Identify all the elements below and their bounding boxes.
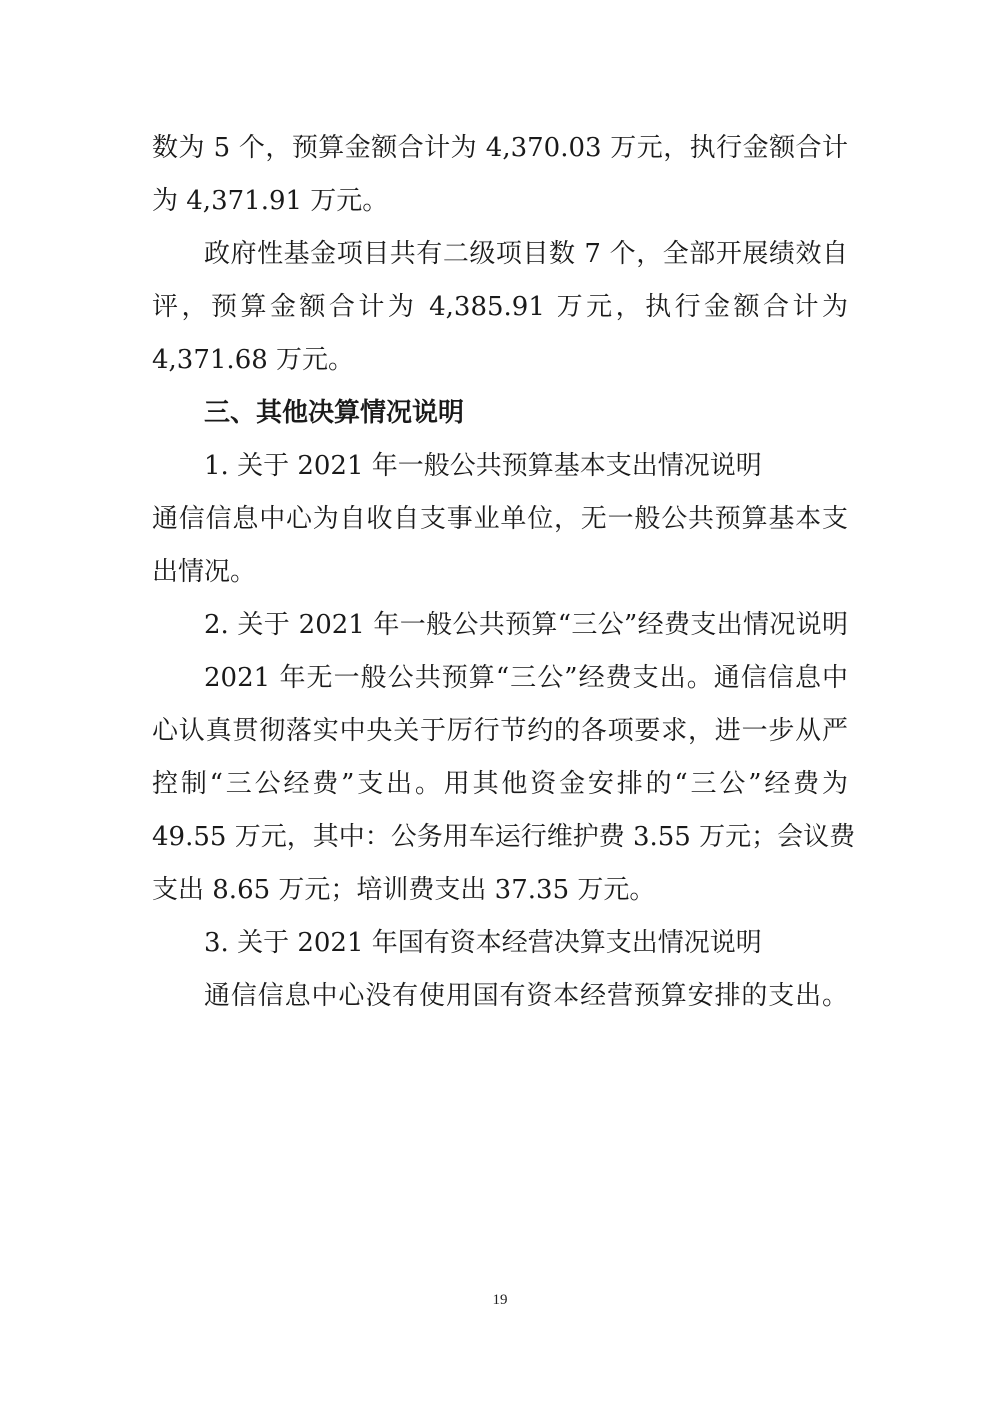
paragraph-line: 通信信息中心没有使用国有资本经营预算安排的支出。: [204, 981, 848, 1011]
section-heading: 三、其他决算情况说明: [204, 398, 465, 428]
paragraph-line: 支出 8.65 万元；培训费支出 37.35 万元。: [152, 875, 656, 905]
page-number: 19: [492, 1292, 508, 1308]
paragraph-line: 4,371.68 万元。: [152, 345, 355, 375]
paragraph-line: 49.55 万元，其中：公务用车运行维护费 3.55 万元；会议费: [152, 822, 856, 852]
paragraph-line: 心认真贯彻落实中央关于厉行节约的各项要求，进一步从严: [152, 716, 848, 746]
paragraph-line: 通信信息中心为自收自支事业单位，无一般公共预算基本支: [152, 504, 848, 534]
paragraph-line: 评，预算金额合计为 4,385.91 万元，执行金额合计为: [152, 292, 848, 322]
subsection-heading: 2. 关于 2021 年一般公共预算“三公”经费支出情况说明: [204, 610, 848, 640]
paragraph-line: 出情况。: [152, 557, 257, 587]
paragraph-line: 政府性基金项目共有二级项目数 7 个，全部开展绩效自: [204, 239, 848, 269]
paragraph-line: 控制“三公经费”支出。用其他资金安排的“三公”经费为: [152, 769, 848, 799]
paragraph-line: 数为 5 个，预算金额合计为 4,370.03 万元，执行金额合计: [152, 133, 848, 163]
subsection-heading: 1. 关于 2021 年一般公共预算基本支出情况说明: [204, 451, 762, 481]
paragraph-line: 为 4,371.91 万元。: [152, 186, 389, 216]
paragraph-line: 2021 年无一般公共预算“三公”经费支出。通信信息中: [204, 663, 848, 693]
subsection-heading: 3. 关于 2021 年国有资本经营决算支出情况说明: [204, 928, 762, 958]
